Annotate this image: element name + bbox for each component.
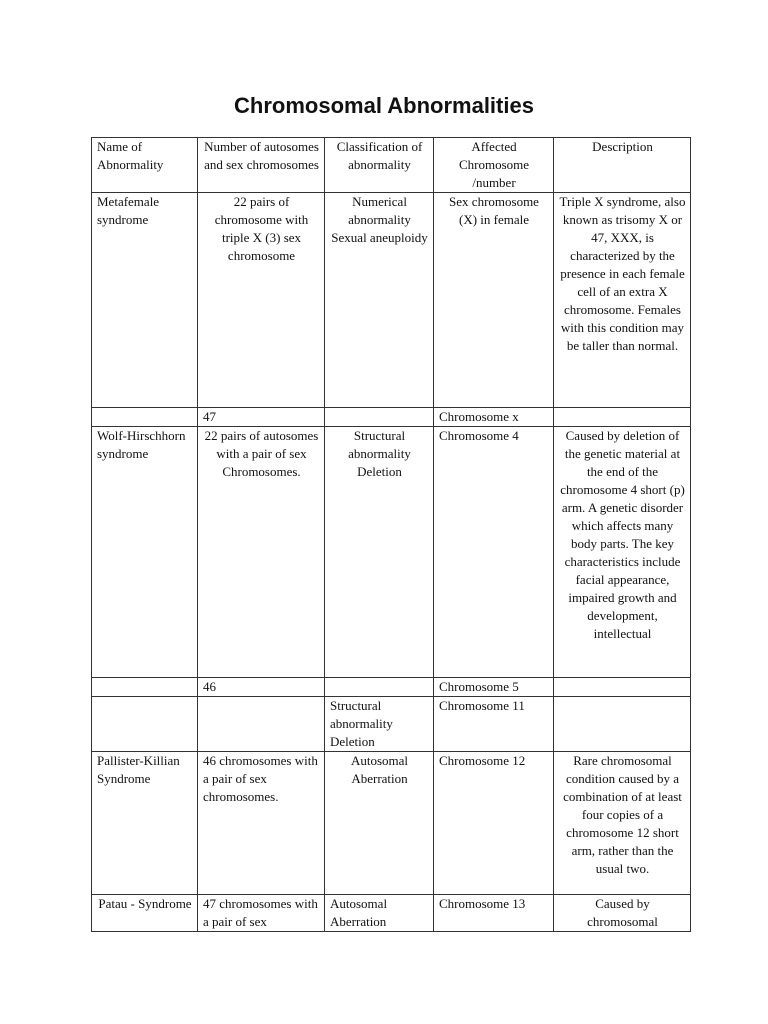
header-cell-name: Name of Abnormality	[92, 138, 198, 193]
cell-affected: Chromosome x	[434, 408, 554, 427]
header-cell-affected: Affected Chromosome /number	[434, 138, 554, 193]
cell-name	[92, 697, 198, 752]
cell-description: Triple X syndrome, also known as trisomy X or 47, XXX, is characterized by the presence in each female cell of an extra X chromosome. Females with this condition may be taller than normal.	[554, 193, 691, 408]
cell-affected: Sex chromosome (X) in female	[434, 193, 554, 408]
cell-classification	[325, 678, 434, 697]
cell-description: Caused by chromosomal	[554, 895, 691, 932]
cell-name: Patau - Syndrome	[92, 895, 198, 932]
table-row	[92, 408, 691, 427]
cell-classification	[325, 408, 434, 427]
cell-name	[92, 408, 198, 427]
header-cell-classification: Classification of abnormality	[325, 138, 434, 193]
cell-name	[92, 678, 198, 697]
table-header-row	[92, 138, 691, 193]
cell-name: Pallister-Killian Syndrome	[92, 752, 198, 895]
cell-description	[554, 697, 691, 752]
cell-classification: Autosomal Aberration	[325, 752, 434, 895]
table-row	[92, 678, 691, 697]
cell-number: 46	[198, 678, 325, 697]
table-row	[92, 895, 691, 932]
cell-number: 47	[198, 408, 325, 427]
cell-number: 46 chromosomes with a pair of sex chromosomes.	[198, 752, 325, 895]
cell-affected: Chromosome 12	[434, 752, 554, 895]
abnormalities-table	[91, 137, 691, 932]
header-cell-description: Description	[554, 138, 691, 193]
table-row	[92, 427, 691, 678]
cell-number: 22 pairs of chromosome with triple X (3) sex chromosome	[198, 193, 325, 408]
cell-name: Wolf-Hirschhorn syndrome	[92, 427, 198, 678]
cell-affected: Chromosome 4	[434, 427, 554, 678]
table-row	[92, 752, 691, 895]
cell-classification: Structural abnormality Deletion	[325, 697, 434, 752]
cell-classification: Structural abnormality Deletion	[325, 427, 434, 678]
header-cell-number: Number of autosomes and sex chromosomes	[198, 138, 325, 193]
cell-affected: Chromosome 11	[434, 697, 554, 752]
cell-classification: Numerical abnormality Sexual aneuploidy	[325, 193, 434, 408]
cell-number: 22 pairs of autosomes with a pair of sex Chromosomes.	[198, 427, 325, 678]
cell-description: Rare chromosomal condition caused by a combination of at least four copies of a chromosome 12 short arm, rather than the usual two.	[554, 752, 691, 895]
table-row	[92, 697, 691, 752]
page-title: Chromosomal Abnormalities	[234, 93, 534, 118]
cell-classification: Autosomal Aberration	[325, 895, 434, 932]
cell-description: Caused by deletion of the genetic material at the end of the chromosome 4 short (p) arm. A genetic disorder which affects many body parts. The key characteristics include facial appearance, impaired growth and development, intellectual	[554, 427, 691, 678]
cell-affected: Chromosome 5	[434, 678, 554, 697]
cell-number	[198, 697, 325, 752]
cell-description	[554, 408, 691, 427]
table-row	[92, 193, 691, 408]
cell-number: 47 chromosomes with a pair of sex	[198, 895, 325, 932]
cell-affected: Chromosome 13	[434, 895, 554, 932]
cell-name: Metafemale syndrome	[92, 193, 198, 408]
cell-description	[554, 678, 691, 697]
